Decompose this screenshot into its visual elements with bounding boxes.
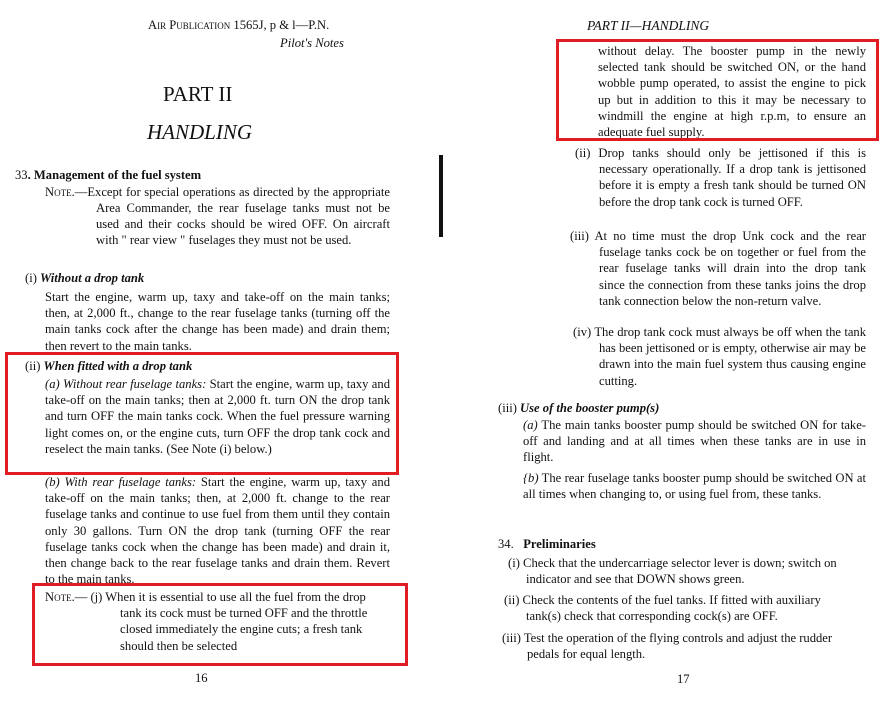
left-header-line1 [148,17,378,33]
page-divider-bar [439,155,443,237]
item-iii-heading [498,400,659,416]
item-label: (a) Without rear fuselage tanks: [45,377,207,391]
note-ii [575,145,866,210]
item-ii-b [45,474,390,587]
section-title: Preliminaries [523,537,596,551]
item-title: Use of the booster pump(s) [520,401,660,415]
section-33-heading: 33. Management of the fuel system [15,168,202,182]
item-title: When fitted with a drop tank [43,359,193,373]
part-title: PART II [163,82,233,106]
item-label: (ii) [25,359,41,373]
item-text: Check the contents of the fuel tanks. If fitted with auxiliary tank(s) check that corresponding cock(s) are OFF. [522,593,821,624]
note-text: At no time must the drop Unk cock and the rear fuselage tanks cock be on together or fuel from the rear fuselage tanks will drain into the drop tank since the connection from these tanks joins the drop tank connection below the non-return valve. [594,229,866,308]
note-label: (iii) [570,229,589,243]
note-rear-tanks [45,184,390,248]
page-number-left: 16 [195,671,208,685]
publication-label: Air Publication [148,18,231,32]
prelim-ii [504,592,858,624]
note-text: —Except for special operations as directed by the appropriate Area Commander, the rear fuselage tanks must not be used and their cocks should be wired OFF. On aircraft with " rear view " fuselages they must not be used. [74,185,390,247]
highlight-box-continued-text [556,39,879,141]
section-title: Management of the fuel system [33,168,202,182]
left-header-line2: Pilot's Notes [280,36,344,50]
item-text: Start the engine, warm up, taxy and take-off on the main tanks; then, at 2,000 ft. change to the rear fuselage tanks and continue to use fuel from them until they contain only 30 gallons. Turn ON the drop tank (turning OFF the rear fuselage tanks cock when the change has been made) and drain it, then change back to the rear fuselage tanks and drain them. Revert to the main tanks. [45,475,390,587]
publication-number: 1565J, p & l—P.N. [233,18,330,32]
section-number: 34. [498,537,514,551]
section-34-heading [498,536,596,552]
item-text: The rear fuselage tanks booster pump should be switched ON at all times when changing to, or using fuel from, these tanks. [523,471,867,502]
note-text: The drop tank cock must always be off when the tank has been jettisoned or is empty, otherwise air may be drawn into the main fuel system thus causing engine cutting. [594,325,867,388]
prelim-iii [502,630,858,662]
page-number-right: 17 [677,672,690,686]
item-title: Without a drop tank [40,271,145,285]
continued-text: without delay. The booster pump in the newly selected tank should be switched ON, or the hand wobble pump operated, to assist the engine to pick up but in addition to this it may be necessary to windmill the engine at high r.p.m, to ensure an adequate fuel supply. [598,44,866,140]
note-label: (ii) [575,146,591,160]
part-subtitle: HANDLING [147,120,253,144]
item-label: (a) [523,418,538,432]
prelim-i [508,555,858,587]
note-iv [573,324,866,389]
item-label: {b) [523,471,539,485]
item-text: Check that the undercarriage selector lever is down; switch on indicator and see that DOWN shows green. [523,556,837,587]
item-label: (iii) [502,631,521,645]
item-text: The main tanks booster pump should be switched ON for take-off and landing and at all times when these tanks are in use in flight. [523,418,867,465]
item-iii-a [523,417,866,466]
note-text: Drop tanks should only be jettisoned if this is necessary operationally. If a drop tank is jettisoned before it is empty a fresh tank should be turned ON before the drop tank cock is turned OFF. [598,146,866,209]
item-label: (i) [25,271,37,285]
note-label: Note. [45,185,75,199]
item-text: Start the engine, warm up, taxy and take-off on the main tanks; then at 2,000 ft. turn ON the drop tank and turn OFF the main tanks cock. When the fuel pressure warning light comes on, or the engine cuts, turn OFF the drop tank cock and reselect the main tanks. (See Note (i) below.) [45,377,390,456]
item-label: (i) [508,556,520,570]
item-i-heading [25,270,144,286]
note-iii [570,228,866,309]
item-text: Test the operation of the flying controls and adjust the rudder pedals for equal length. [523,631,833,662]
note-text: — (j) When it is essential to use all the fuel from the drop tank its cock must be turned OFF and the throttle closed immediately the engine cuts; a fresh tank should then be selected [74,590,368,653]
highlight-box-note-j [32,583,408,666]
item-i-text: Start the engine, warm up, taxy and take-off on the main tanks; then, at 2,000 ft., change to the rear fuselage tanks (turning off the main tanks cock after the change has been made) and drain them; then revert to the main tanks. [45,290,390,353]
item-label: (b) With rear fuselage tanks: [45,475,197,489]
highlight-box-drop-tank [5,352,399,475]
right-header: PART II—HANDLING [587,18,710,33]
item-label: (iii) [498,401,517,415]
note-label: (iv) [573,325,592,339]
item-iii-b [523,470,866,502]
note-label: Note. [45,590,75,604]
section-number: 33 [15,168,28,182]
item-label: (ii) [504,593,520,607]
